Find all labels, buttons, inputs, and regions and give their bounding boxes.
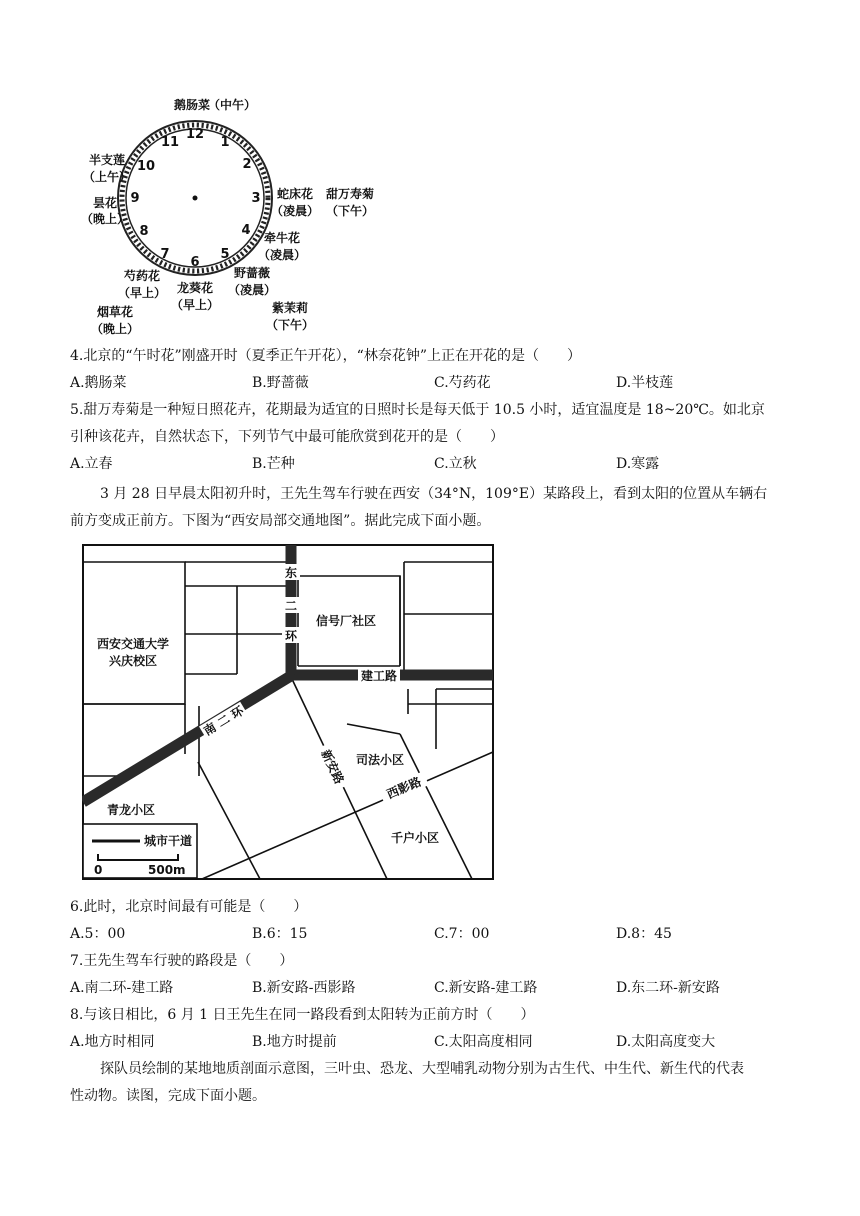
xinan-road-label: 新安路: [318, 747, 347, 787]
question-7-option-c[interactable]: C.新安路-建工路: [434, 980, 538, 996]
clock-number: 11: [160, 135, 180, 150]
flower-label: 紫茉莉: [271, 301, 309, 315]
flower-time: （凌晨）: [270, 204, 320, 218]
clock-number: 1: [220, 135, 230, 150]
clock-number: 10: [136, 159, 156, 174]
clock-number: 3: [251, 191, 261, 206]
university-label: 兴庆校区: [108, 654, 158, 668]
question-4-option-d[interactable]: D.半枝莲: [616, 375, 674, 391]
question-4-stem: 4.北京的“午时花”刚盛开时（夏季正午开花），“林奈花钟”上正在开花的是（ ）: [70, 348, 581, 364]
question-8-option-c[interactable]: C.太阳高度相同: [434, 1034, 533, 1050]
flower-time: （凌晨）: [257, 248, 307, 262]
flower-label: 芍药花: [123, 269, 161, 283]
question-8-option-a[interactable]: A.地方时相同: [70, 1034, 155, 1050]
question-6-option-a[interactable]: A.5：00: [70, 926, 126, 942]
east-ring-label-char: 东: [284, 566, 298, 580]
south-ring-label-char: 环: [228, 703, 247, 722]
clock-number: 4: [241, 223, 251, 238]
flower-label: 野蔷薇: [233, 266, 271, 280]
clock-number: 12: [185, 127, 205, 142]
question-5-option-a[interactable]: A.立春: [70, 456, 113, 472]
question-6-option-c[interactable]: C.7：00: [434, 926, 490, 942]
legend-label: 城市干道: [144, 834, 193, 848]
question-5-stem-line2: 引种该花卉，自然状态下，下列节气中最可能欣赏到花开的是（ ）: [70, 429, 504, 445]
flower-time: （下午）: [325, 204, 375, 218]
geology-intro-line2: 性动物。读图，完成下面小题。: [70, 1088, 266, 1104]
scale-zero: 0: [94, 863, 103, 877]
south-ring-label-char: 二: [214, 711, 233, 731]
clock-center-dot: [193, 196, 198, 201]
flower-time: （早上）: [117, 286, 167, 300]
flower-time: （上午）: [82, 170, 132, 184]
flower-label: 半支莲: [88, 153, 126, 167]
question-5-option-c[interactable]: C.立秋: [434, 456, 477, 472]
jiangong-road-label: 建工路: [360, 669, 398, 683]
question-8-option-d[interactable]: D.太阳高度变大: [616, 1034, 716, 1050]
question-5-option-b[interactable]: B.芒种: [252, 456, 295, 472]
clock-number: 2: [242, 157, 252, 172]
question-4-option-c[interactable]: C.芍药花: [434, 375, 491, 391]
clock-number: 9: [130, 191, 140, 206]
judicial-community-label: 司法小区: [355, 753, 405, 767]
qianhu-community-label: 千户小区: [390, 831, 440, 845]
scale-distance: 500m: [148, 863, 186, 877]
qinglong-community-label: 青龙小区: [106, 803, 156, 817]
flower-label: 甜万寿菊: [325, 187, 375, 201]
question-7-option-a[interactable]: A.南二环-建工路: [70, 980, 174, 996]
flower-label: 烟草花: [96, 305, 134, 319]
question-7-option-d[interactable]: D.东二环-新安路: [616, 980, 720, 996]
east-ring-label-char: 二: [284, 599, 298, 613]
flower-time: （晚上）: [80, 212, 130, 226]
question-5-stem-line1: 5.甜万寿菊是一种短日照花卉，花期最为适宜的日照时长是每天低于 10.5 小时，适宜温度是 18~20℃。如北京: [70, 402, 765, 418]
question-5-option-d[interactable]: D.寒露: [616, 456, 660, 472]
map-intro-line1: 3 月 28 日早晨太阳初升时，王先生驾车行驶在西安（34°N，109°E）某路段上，看到太阳的位置从车辆右: [100, 486, 768, 502]
east-ring-label-char: 环: [284, 629, 298, 643]
clock-number: 8: [139, 224, 149, 239]
xiying-road-label: 西影路: [384, 774, 424, 802]
question-6-stem: 6.此时，北京时间最有可能是（ ）: [70, 899, 308, 915]
clock-number: 7: [160, 247, 170, 262]
signal-factory-label: 信号厂社区: [315, 614, 377, 628]
question-8-stem: 8.与该日相比，6 月 1 日王先生在同一路段看到太阳转为正前方时（ ）: [70, 1007, 535, 1023]
flower-label: 鹅肠菜: [173, 98, 211, 112]
flower-time: （下午）: [265, 318, 315, 332]
question-6-option-b[interactable]: B.6：15: [252, 926, 308, 942]
flower-label: 牵牛花: [263, 231, 301, 245]
clock-number: 5: [220, 247, 230, 262]
university-label: 西安交通大学: [96, 637, 170, 651]
question-8-option-b[interactable]: B.地方时提前: [252, 1034, 337, 1050]
flower-clock-figure: [70, 90, 390, 340]
xian-traffic-map: [82, 544, 494, 880]
question-7-option-b[interactable]: B.新安路-西影路: [252, 980, 356, 996]
flower-label: 蛇床花: [276, 187, 314, 201]
question-6-option-d[interactable]: D.8：45: [616, 926, 672, 942]
clock-number: 6: [190, 255, 200, 270]
geology-intro-line1: 探队员绘制的某地地质剖面示意图，三叶虫、恐龙、大型哺乳动物分别为古生代、中生代、新生代的代表: [100, 1061, 744, 1077]
question-4-option-a[interactable]: A.鹅肠菜: [70, 375, 127, 391]
question-4-option-b[interactable]: B.野蔷薇: [252, 375, 309, 391]
flower-label: 龙葵花: [176, 281, 214, 295]
flower-time: （早上）: [170, 298, 220, 312]
flower-label: 昙花: [92, 196, 118, 210]
flower-time: （中午）: [207, 98, 257, 112]
question-7-stem: 7.王先生驾车行驶的路段是（ ）: [70, 953, 294, 969]
flower-time: （晚上）: [90, 322, 140, 336]
south-ring-label-char: 南: [201, 720, 219, 739]
flower-time: （凌晨）: [227, 283, 277, 297]
map-intro-line2: 前方变成正前方。下图为“西安局部交通地图”。据此完成下面小题。: [70, 513, 491, 529]
